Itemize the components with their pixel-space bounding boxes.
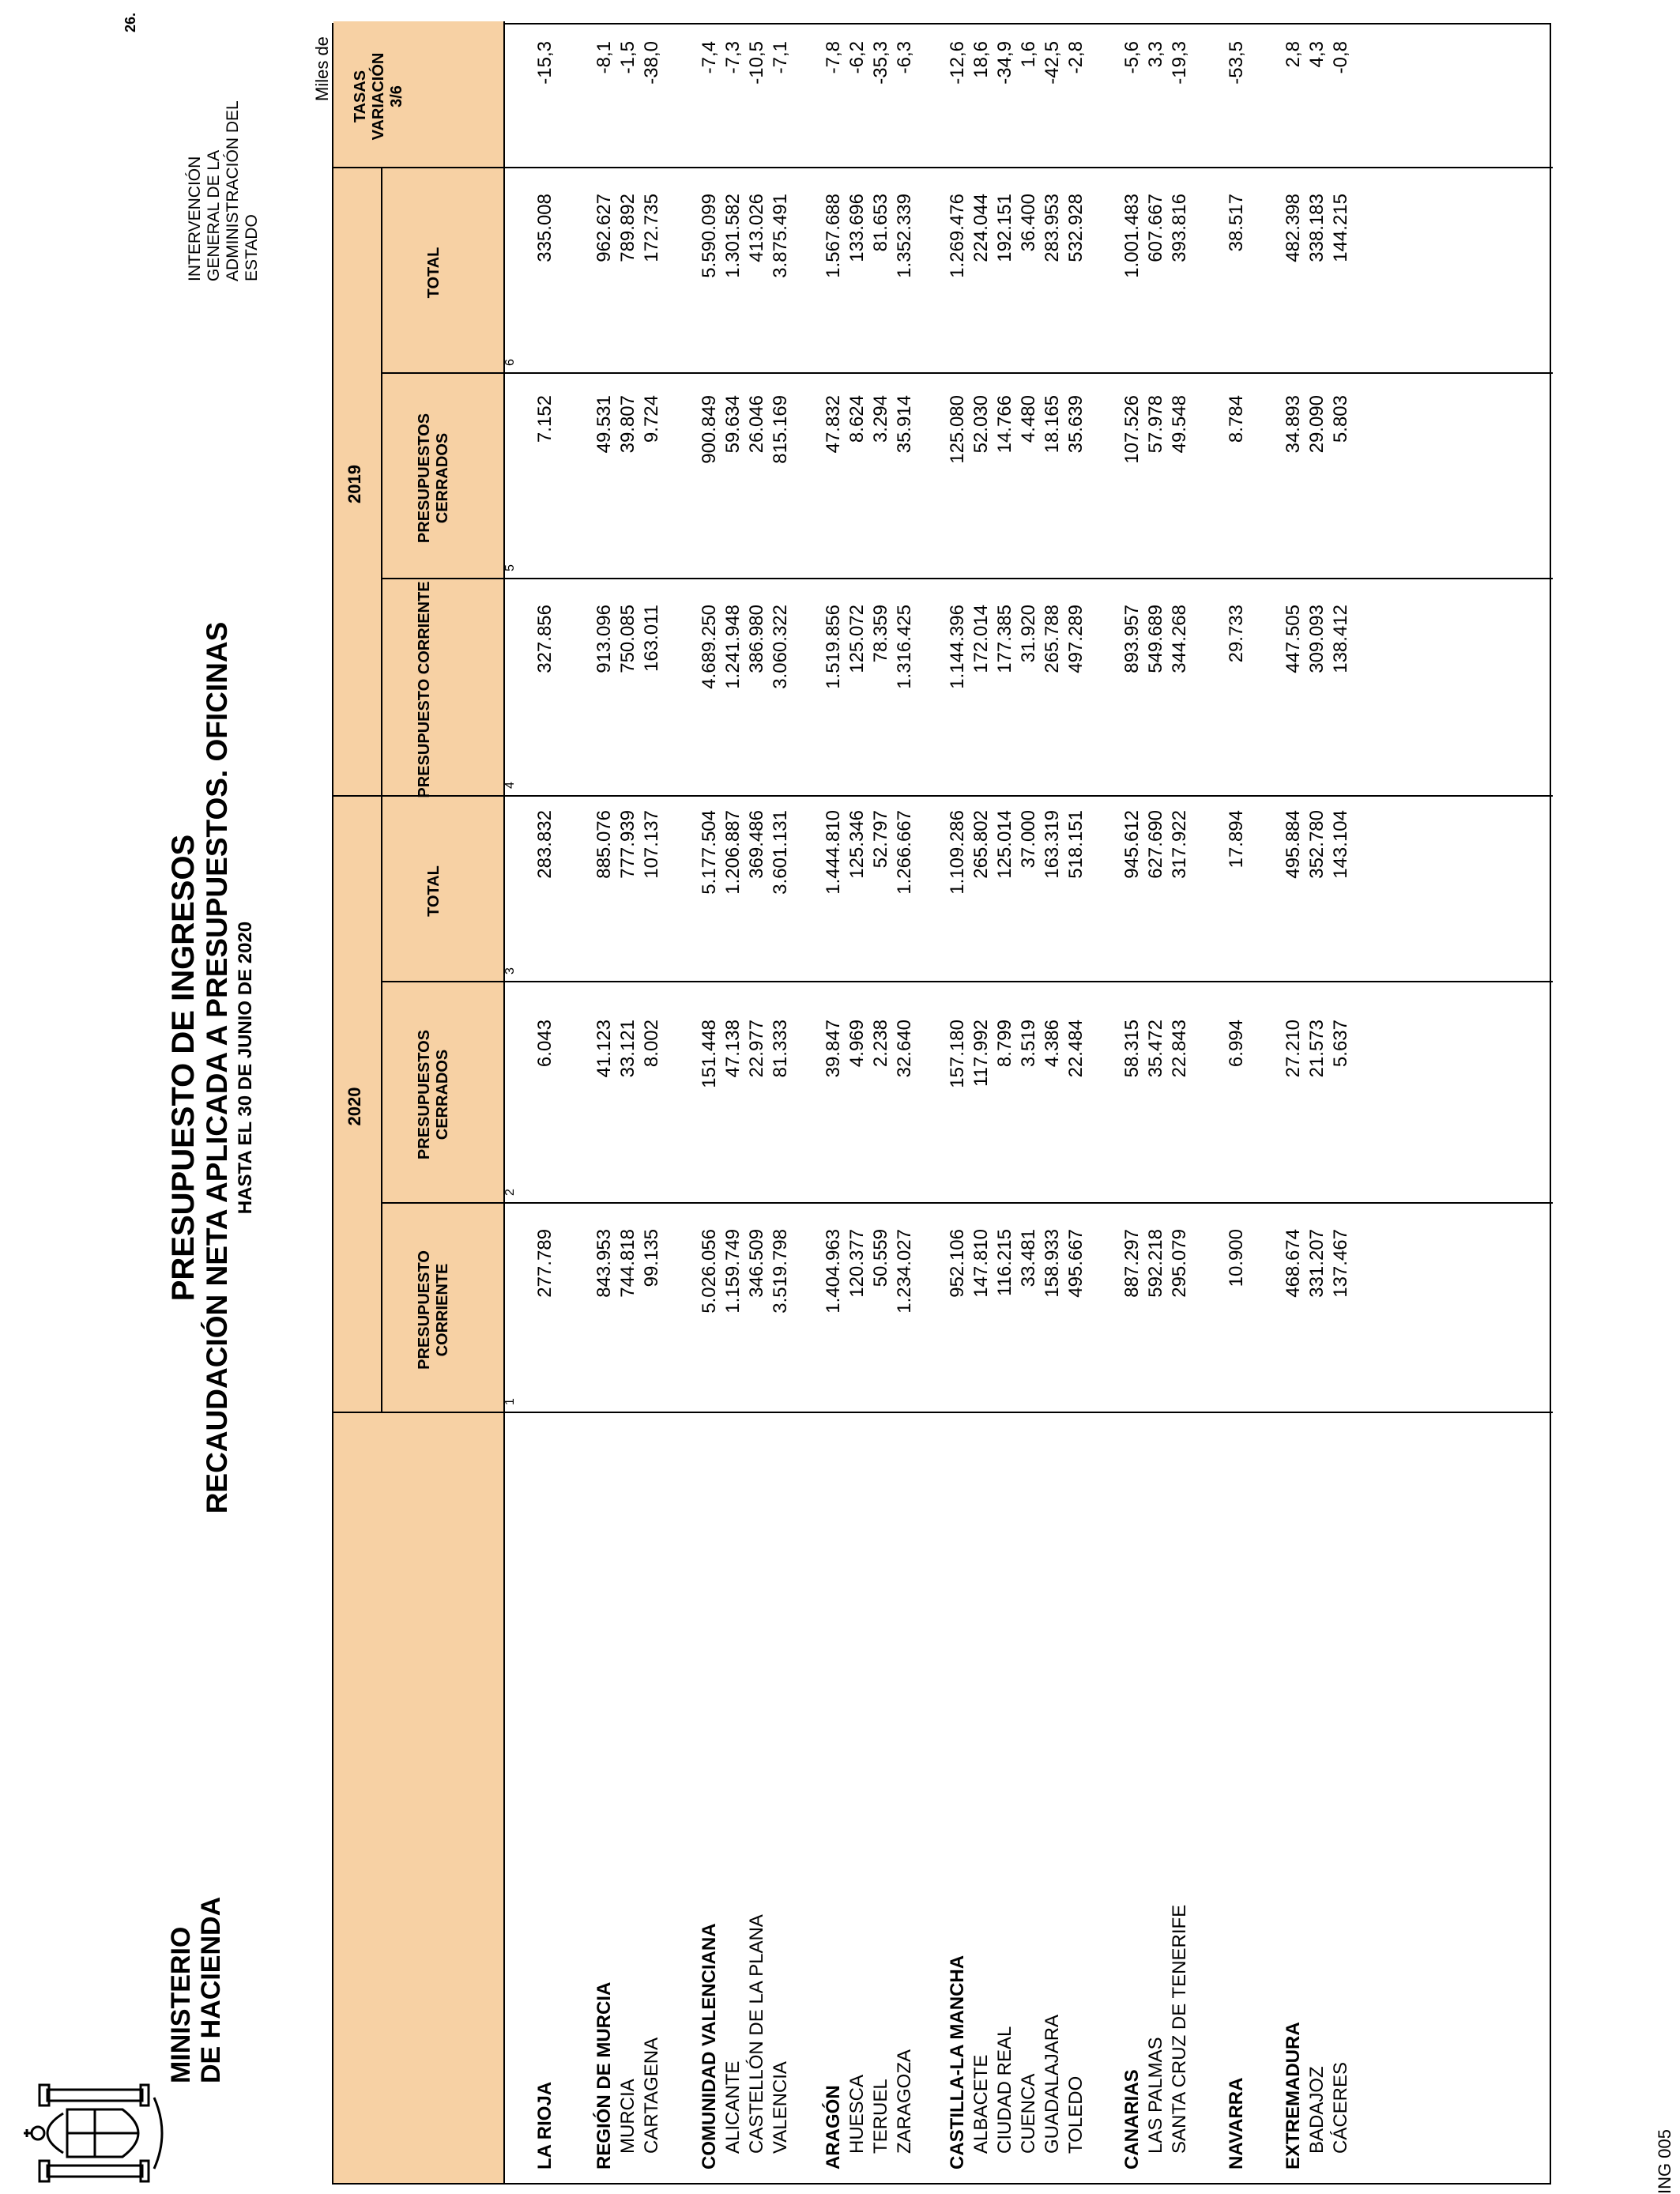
table-cell: 39.847 bbox=[823, 1020, 844, 1078]
table-cell: 265.802 bbox=[970, 810, 992, 879]
row-label: CASTILLA-LA MANCHA bbox=[947, 1955, 968, 2169]
row-label: CUENCA bbox=[1018, 2073, 1039, 2154]
table-cell: 125.080 bbox=[947, 395, 968, 464]
table-cell: 29.090 bbox=[1306, 395, 1328, 454]
table-cell: 172.735 bbox=[641, 194, 662, 262]
table-cell: 3.294 bbox=[870, 395, 891, 443]
table-cell: 47.138 bbox=[722, 1020, 744, 1078]
table-cell: 143.104 bbox=[1330, 810, 1351, 879]
table-cell: 35.472 bbox=[1145, 1020, 1166, 1078]
table-cell: 41.123 bbox=[593, 1020, 615, 1078]
table-cell: 35.914 bbox=[894, 395, 915, 454]
row-label: MURCIA bbox=[617, 2079, 638, 2154]
table-cell: 133.696 bbox=[846, 194, 868, 262]
table-cell: 369.486 bbox=[746, 810, 767, 879]
table-cell: 36.400 bbox=[1018, 194, 1039, 252]
table-cell: 38.517 bbox=[1226, 194, 1247, 252]
table-cell: 18,6 bbox=[970, 41, 992, 78]
table-cell: -1,5 bbox=[617, 41, 638, 74]
table-cell: 125.014 bbox=[994, 810, 1015, 879]
table-cell: 1.109.286 bbox=[947, 810, 968, 895]
table-cell: 2.238 bbox=[870, 1020, 891, 1068]
table-cell: 117.992 bbox=[970, 1020, 992, 1087]
table-cell: 495.884 bbox=[1283, 810, 1304, 879]
col-header-total-2019: TOTAL bbox=[425, 247, 443, 299]
title-line-2: RECAUDACIÓN NETA APLICADA A PRESUPUESTOS. OFICINAS bbox=[201, 621, 233, 1514]
table-cell: 58.315 bbox=[1121, 1020, 1143, 1078]
table-cell: 4.689.250 bbox=[699, 605, 720, 689]
col-header-tasas: TASAS VARIACIÓN 3/6 bbox=[352, 52, 405, 141]
table-cell: 1.404.963 bbox=[823, 1229, 844, 1314]
column-number: 1 bbox=[503, 1398, 517, 1405]
table-cell: 3.519.798 bbox=[770, 1229, 791, 1314]
table-cell: 78.359 bbox=[870, 605, 891, 663]
table-cell: 151.448 bbox=[699, 1020, 720, 1088]
table-cell: 283.953 bbox=[1042, 194, 1063, 262]
report-title bbox=[166, 416, 258, 1720]
table-cell: 468.674 bbox=[1283, 1229, 1304, 1298]
table-cell: 147.810 bbox=[970, 1229, 992, 1298]
table-cell: 777.939 bbox=[617, 810, 638, 879]
column-number: 3 bbox=[503, 967, 517, 974]
row-label: EXTREMADURA bbox=[1283, 2022, 1304, 2169]
table-cell: 8.799 bbox=[994, 1020, 1015, 1068]
row-label: HUESCA bbox=[846, 2074, 868, 2154]
table-cell: 52.030 bbox=[970, 395, 992, 454]
table-cell: 177.385 bbox=[994, 605, 1015, 673]
row-label: CIUDAD REAL bbox=[994, 2026, 1015, 2154]
table-cell: 607.667 bbox=[1145, 194, 1166, 262]
table-cell: 10.900 bbox=[1226, 1229, 1247, 1287]
table-cell: 21.573 bbox=[1306, 1020, 1328, 1078]
table-cell: 1.352.339 bbox=[894, 194, 915, 278]
table-cell: 27.210 bbox=[1283, 1020, 1304, 1078]
table-cell: 224.044 bbox=[970, 194, 992, 262]
table-cell: 518.151 bbox=[1065, 810, 1087, 879]
table-cell: -34,9 bbox=[994, 41, 1015, 85]
label-column-divider bbox=[333, 1412, 1553, 1413]
table-cell: 843.953 bbox=[593, 1229, 615, 1298]
table-cell: 107.137 bbox=[641, 810, 662, 879]
table-cell: 1,6 bbox=[1018, 41, 1039, 68]
table-cell: 137.467 bbox=[1330, 1229, 1351, 1298]
table-cell: 447.505 bbox=[1283, 605, 1304, 673]
table-cell: 29.733 bbox=[1226, 605, 1247, 663]
table-cell: 627.690 bbox=[1145, 810, 1166, 879]
row-label: CANARIAS bbox=[1121, 2069, 1143, 2169]
table-cell: -7,8 bbox=[823, 41, 844, 74]
table-cell: 482.398 bbox=[1283, 194, 1304, 262]
table-cell: 59.634 bbox=[722, 395, 744, 454]
igae-block bbox=[186, 76, 262, 281]
table-cell: -2,8 bbox=[1065, 41, 1087, 74]
table-cell: -7,4 bbox=[699, 41, 720, 74]
table-cell: 265.788 bbox=[1042, 605, 1063, 673]
table-cell: 158.933 bbox=[1042, 1229, 1063, 1298]
table-cell: 47.832 bbox=[823, 395, 844, 454]
table-cell: 346.509 bbox=[746, 1229, 767, 1298]
table-cell: 6.994 bbox=[1226, 1020, 1247, 1068]
tasas-divider bbox=[333, 167, 1553, 168]
table-cell: 338.183 bbox=[1306, 194, 1328, 262]
row-label: ALICANTE bbox=[722, 2060, 744, 2154]
table-cell: 52.797 bbox=[870, 810, 891, 869]
table-cell: 5.026.056 bbox=[699, 1229, 720, 1314]
table-cell: -7,1 bbox=[770, 41, 791, 74]
table-cell: -38,0 bbox=[641, 41, 662, 85]
header-bottom-rule bbox=[503, 21, 505, 2183]
table-cell: 317.922 bbox=[1169, 810, 1190, 879]
table-cell: -12,6 bbox=[947, 41, 968, 85]
table-cell: -42,5 bbox=[1042, 41, 1063, 85]
table-cell: 352.780 bbox=[1306, 810, 1328, 879]
table-cell: 5.637 bbox=[1330, 1020, 1351, 1068]
table-cell: 192.151 bbox=[994, 194, 1015, 262]
table-cell: 6.043 bbox=[534, 1020, 556, 1068]
table-cell: 744.818 bbox=[617, 1229, 638, 1298]
table-cell: 107.526 bbox=[1121, 395, 1143, 464]
igae-line-2: ADMINISTRACIÓN DEL ESTADO bbox=[224, 101, 261, 281]
table-cell: 913.096 bbox=[593, 605, 615, 673]
table-cell: 386.980 bbox=[746, 605, 767, 673]
table-cell: 17.894 bbox=[1226, 810, 1247, 869]
table-cell: 1.269.476 bbox=[947, 194, 968, 278]
table-cell: 885.076 bbox=[593, 810, 615, 879]
footer-code: ING 005 bbox=[1655, 2129, 1674, 2194]
col-header-corriente-2019: PRESUPUESTO CORRIENTE bbox=[416, 581, 433, 798]
table-cell: 37.000 bbox=[1018, 810, 1039, 869]
table-cell: 157.180 bbox=[947, 1020, 968, 1088]
table-cell: 22.843 bbox=[1169, 1020, 1190, 1078]
table-cell: 31.920 bbox=[1018, 605, 1039, 663]
table-cell: 549.689 bbox=[1145, 605, 1166, 673]
year-divider bbox=[333, 795, 1553, 797]
table-cell: 495.667 bbox=[1065, 1229, 1087, 1298]
row-label: REGIÓN DE MURCIA bbox=[593, 1981, 615, 2169]
table-cell: 14.766 bbox=[994, 395, 1015, 454]
column-number: 2 bbox=[503, 1189, 517, 1196]
column-number: 6 bbox=[503, 359, 517, 366]
col-header-total-2020: TOTAL bbox=[425, 865, 443, 917]
table-cell: 945.612 bbox=[1121, 810, 1143, 879]
table-cell: 309.093 bbox=[1306, 605, 1328, 673]
row-label: LA RIOJA bbox=[534, 2081, 556, 2169]
row-label: CASTELLÓN DE LA PLANA bbox=[746, 1914, 767, 2154]
row-label: COMUNIDAD VALENCIANA bbox=[699, 1923, 720, 2169]
table-cell: 49.531 bbox=[593, 395, 615, 454]
units-label: Miles de bbox=[312, 36, 332, 101]
table-cell: 592.218 bbox=[1145, 1229, 1166, 1298]
row-label: CÁCERES bbox=[1330, 2061, 1351, 2154]
table-cell: 22.977 bbox=[746, 1020, 767, 1078]
table-cell: 893.957 bbox=[1121, 605, 1143, 673]
table-cell: 1.241.948 bbox=[722, 605, 744, 689]
table-cell: 8.002 bbox=[641, 1020, 662, 1068]
table-cell: -15,3 bbox=[534, 41, 556, 85]
table-cell: 99.135 bbox=[641, 1229, 662, 1287]
title-line-1: PRESUPUESTO DE INGRESOS bbox=[166, 834, 201, 1302]
table-cell: -6,3 bbox=[894, 41, 915, 74]
table-cell: 2,8 bbox=[1283, 41, 1304, 68]
ministry-line-1: MINISTERIO bbox=[166, 1926, 196, 2083]
table-cell: 4.386 bbox=[1042, 1020, 1063, 1068]
table-cell: 4.480 bbox=[1018, 395, 1039, 443]
table-cell: -35,3 bbox=[870, 41, 891, 85]
table-cell: 1.567.688 bbox=[823, 194, 844, 278]
table-cell: 1.266.667 bbox=[894, 810, 915, 895]
table-cell: 3.875.491 bbox=[770, 194, 791, 278]
table-cell: 138.412 bbox=[1330, 605, 1351, 673]
col-header-cerrados-2020: PRESUPUESTOS CERRADOS bbox=[416, 1029, 451, 1160]
row-label: TOLEDO bbox=[1065, 2075, 1087, 2154]
year-2020-label: 2020 bbox=[345, 1087, 364, 1126]
row-label: LAS PALMAS bbox=[1145, 2037, 1166, 2154]
table-cell: 1.519.856 bbox=[823, 605, 844, 689]
table-cell: 81.333 bbox=[770, 1020, 791, 1078]
table-cell: 9.724 bbox=[641, 395, 662, 443]
table-cell: -19,3 bbox=[1169, 41, 1190, 85]
table-cell: 33.121 bbox=[617, 1020, 638, 1078]
table-cell: -0,8 bbox=[1330, 41, 1351, 74]
row-label: VALENCIA bbox=[770, 2061, 791, 2154]
table-cell: 1.159.749 bbox=[722, 1229, 744, 1314]
row-label: TERUEL bbox=[870, 2079, 891, 2154]
table-cell: 39.807 bbox=[617, 395, 638, 454]
table-cell: 34.893 bbox=[1283, 395, 1304, 454]
table-cell: -53,5 bbox=[1226, 41, 1247, 85]
title-line-3: HASTA EL 30 DE JUNIO DE 2020 bbox=[235, 921, 256, 1215]
table-cell: 1.001.483 bbox=[1121, 194, 1143, 278]
table-cell: -5,6 bbox=[1121, 41, 1143, 74]
table-cell: 120.377 bbox=[846, 1229, 868, 1298]
table-cell: 18.165 bbox=[1042, 395, 1063, 454]
table-cell: 5.177.504 bbox=[699, 810, 720, 895]
table-cell: 125.346 bbox=[846, 810, 868, 879]
table-cell: 1.316.425 bbox=[894, 605, 915, 689]
row-label: NAVARRA bbox=[1226, 2077, 1247, 2169]
column-number: 4 bbox=[503, 782, 517, 789]
table-cell: 8.624 bbox=[846, 395, 868, 443]
row-label: ALBACETE bbox=[970, 2054, 992, 2154]
col-header-corriente-2020: PRESUPUESTO CORRIENTE bbox=[416, 1250, 451, 1370]
table-cell: 532.928 bbox=[1065, 194, 1087, 262]
table-cell: 116.215 bbox=[994, 1229, 1015, 1296]
row-label: ZARAGOZA bbox=[894, 2049, 915, 2154]
row-label: CARTAGENA bbox=[641, 2037, 662, 2154]
table-cell: -8,1 bbox=[593, 41, 615, 74]
table-cell: 22.484 bbox=[1065, 1020, 1087, 1078]
table-cell: 962.627 bbox=[593, 194, 615, 262]
table-cell: 3,3 bbox=[1145, 41, 1166, 68]
table-cell: 50.559 bbox=[870, 1229, 891, 1287]
table-cell: 277.789 bbox=[534, 1229, 556, 1298]
table-cell: 7.152 bbox=[534, 395, 556, 443]
table-cell: 789.892 bbox=[617, 194, 638, 262]
table-cell: 327.856 bbox=[534, 605, 556, 673]
table-cell: 295.079 bbox=[1169, 1229, 1190, 1298]
table-cell: -7,3 bbox=[722, 41, 744, 74]
table-cell: 125.072 bbox=[846, 605, 868, 673]
column-number: 5 bbox=[503, 564, 517, 571]
table-cell: 331.207 bbox=[1306, 1229, 1328, 1298]
table-cell: 32.640 bbox=[894, 1020, 915, 1078]
data-table bbox=[332, 23, 1551, 2185]
table-cell: 497.289 bbox=[1065, 605, 1087, 673]
table-cell: 4.969 bbox=[846, 1020, 868, 1068]
table-cell: -10,5 bbox=[746, 41, 767, 85]
row-label: BADAJOZ bbox=[1306, 2066, 1328, 2154]
table-cell: 887.297 bbox=[1121, 1229, 1143, 1298]
table-cell: 1.144.396 bbox=[947, 605, 968, 689]
table-cell: 1.444.810 bbox=[823, 810, 844, 895]
table-cell: 8.784 bbox=[1226, 395, 1247, 443]
table-cell: 5.803 bbox=[1330, 395, 1351, 443]
table-cell: 335.008 bbox=[534, 194, 556, 262]
year-2020-rule bbox=[381, 797, 382, 1413]
table-cell: 49.548 bbox=[1169, 395, 1190, 454]
table-cell: 1.234.027 bbox=[894, 1229, 915, 1314]
col-header-cerrados-2019: PRESUPUESTOS CERRADOS bbox=[416, 413, 451, 544]
table-cell: 815.169 bbox=[770, 395, 791, 464]
coat-of-arms-icon bbox=[0, 2074, 182, 2192]
table-cell: 4,3 bbox=[1306, 41, 1328, 68]
page-number: 26. bbox=[122, 12, 138, 32]
table-cell: 900.849 bbox=[699, 395, 720, 464]
table-cell: 952.106 bbox=[947, 1229, 968, 1298]
igae-line-1: INTERVENCIÓN GENERAL DE LA bbox=[186, 149, 223, 281]
table-cell: 1.301.582 bbox=[722, 194, 744, 278]
row-label: ARAGÓN bbox=[823, 2085, 844, 2169]
table-cell: 3.601.131 bbox=[770, 810, 791, 895]
ministry-name bbox=[166, 1846, 226, 2083]
table-cell: 163.319 bbox=[1042, 810, 1063, 879]
table-cell: 5.590.099 bbox=[699, 194, 720, 278]
label-header-bg bbox=[333, 1413, 503, 2183]
table-cell: 33.481 bbox=[1018, 1229, 1039, 1287]
row-label: SANTA CRUZ DE TENERIFE bbox=[1169, 1904, 1190, 2154]
table-cell: 35.639 bbox=[1065, 395, 1087, 454]
ministry-line-2: DE HACIENDA bbox=[196, 1896, 226, 2083]
year-2019-label: 2019 bbox=[345, 465, 364, 503]
table-cell: 283.832 bbox=[534, 810, 556, 879]
table-cell: 172.014 bbox=[970, 605, 992, 673]
table-cell: 163.011 bbox=[641, 605, 662, 672]
year-2019-rule bbox=[381, 168, 382, 797]
table-cell: 344.268 bbox=[1169, 605, 1190, 673]
row-label: GUADALAJARA bbox=[1042, 2014, 1063, 2154]
table-cell: 81.653 bbox=[870, 194, 891, 252]
table-cell: 393.816 bbox=[1169, 194, 1190, 262]
table-cell: -6,2 bbox=[846, 41, 868, 74]
table-cell: 57.978 bbox=[1145, 395, 1166, 454]
table-cell: 413.026 bbox=[746, 194, 767, 262]
table-cell: 750.085 bbox=[617, 605, 638, 673]
table-cell: 144.215 bbox=[1330, 194, 1351, 262]
table-cell: 3.060.322 bbox=[770, 605, 791, 689]
table-cell: 26.046 bbox=[746, 395, 767, 454]
table-cell: 3.519 bbox=[1018, 1020, 1039, 1068]
table-cell: 1.206.887 bbox=[722, 810, 744, 895]
